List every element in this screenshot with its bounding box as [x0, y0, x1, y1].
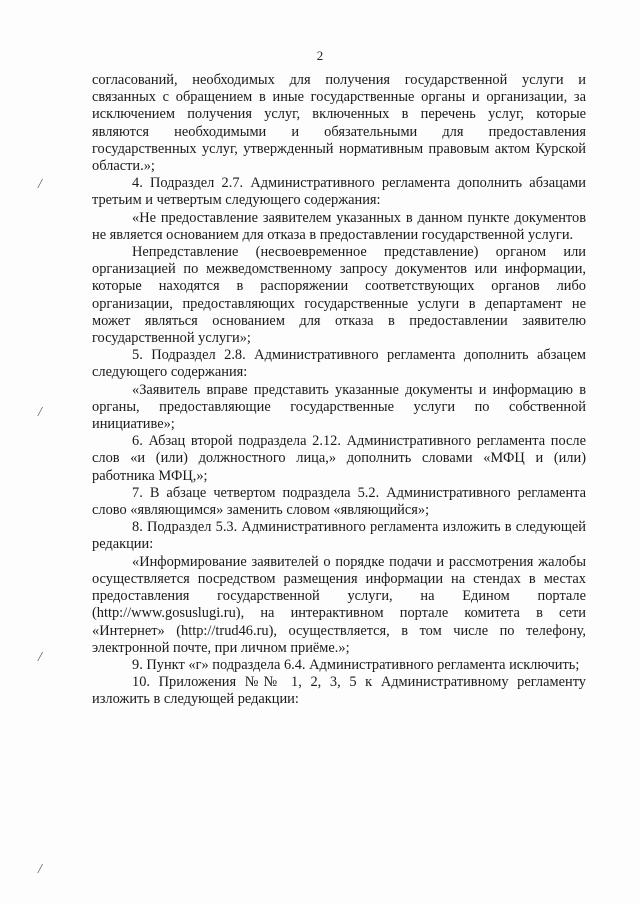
paragraph: 8. Подраздел 5.3. Административного регламента изложить в следующей редакции: [92, 519, 586, 553]
paragraph: 5. Подраздел 2.8. Административного регламента дополнить абзацем следующего содержания: [92, 347, 586, 381]
paragraph: Непредставление (несвоевременное представление) органом или организацией по межведомственному запросу документов или информации, которые находятся в распоряжении соответствующих органов либо организации, предоставляющих государственные услуги в департамент не может являться основанием для отказа в предоставлении заявителю государственной услуги»; [92, 244, 586, 347]
paragraph: «Не предоставление заявителем указанных в данном пункте документов не является основанием для отказа в предоставлении государственной услуги. [92, 209, 586, 243]
paragraph: «Информирование заявителей о порядке подачи и рассмотрения жалобы осуществляется посредством размещения информации на стендах в местах предоставления государственной услуги, на Едином портале (http://www.gosuslugi.ru), на интерактивном портале комитета в сети «Интернет» (http://trud46.ru), осуществляется, в том числе по телефону, электронной почте, при личном приёме.»; [92, 553, 586, 656]
margin-mark: / [38, 862, 42, 877]
paragraph: 7. В абзаце четвертом подраздела 5.2. Административного регламента слово «являющимся» заменить словом «являющийся»; [92, 484, 586, 519]
paragraph: «Заявитель вправе представить указанные документы и информацию в органы, предоставляющие государственные услуги по собственной инициативе»; [92, 381, 586, 433]
paragraph: согласований, необходимых для получения государственной услуги и связанных с обращением в иные государственные органы и организации, за исключением получения услуг, включенных в перечень услуг, которые являются необходимыми и обязательными для предоставления государственных услуг, утвержденный нормативным правовым актом Курской области.»; [92, 72, 586, 175]
page-number: 2 [316, 48, 324, 63]
margin-mark: / [38, 405, 42, 420]
paragraph: 9. Пункт «г» подраздела 6.4. Административного регламента исключить; [132, 656, 580, 673]
paragraph: 6. Абзац второй подраздела 2.12. Административного регламента после слов «и (или) должностного лица,» дополнить словами «МФЦ и (или) работника МФЦ,»; [92, 433, 586, 484]
margin-mark: / [38, 177, 42, 192]
paragraph: 10. Приложения №№ 1, 2, 3, 5 к Административному регламенту изложить в следующей редакции: [92, 674, 586, 708]
paragraph: 4. Подраздел 2.7. Административного регламента дополнить абзацами третьим и четвертым следующего содержания: [92, 175, 586, 209]
margin-mark: / [38, 650, 42, 665]
document-body [92, 72, 586, 709]
